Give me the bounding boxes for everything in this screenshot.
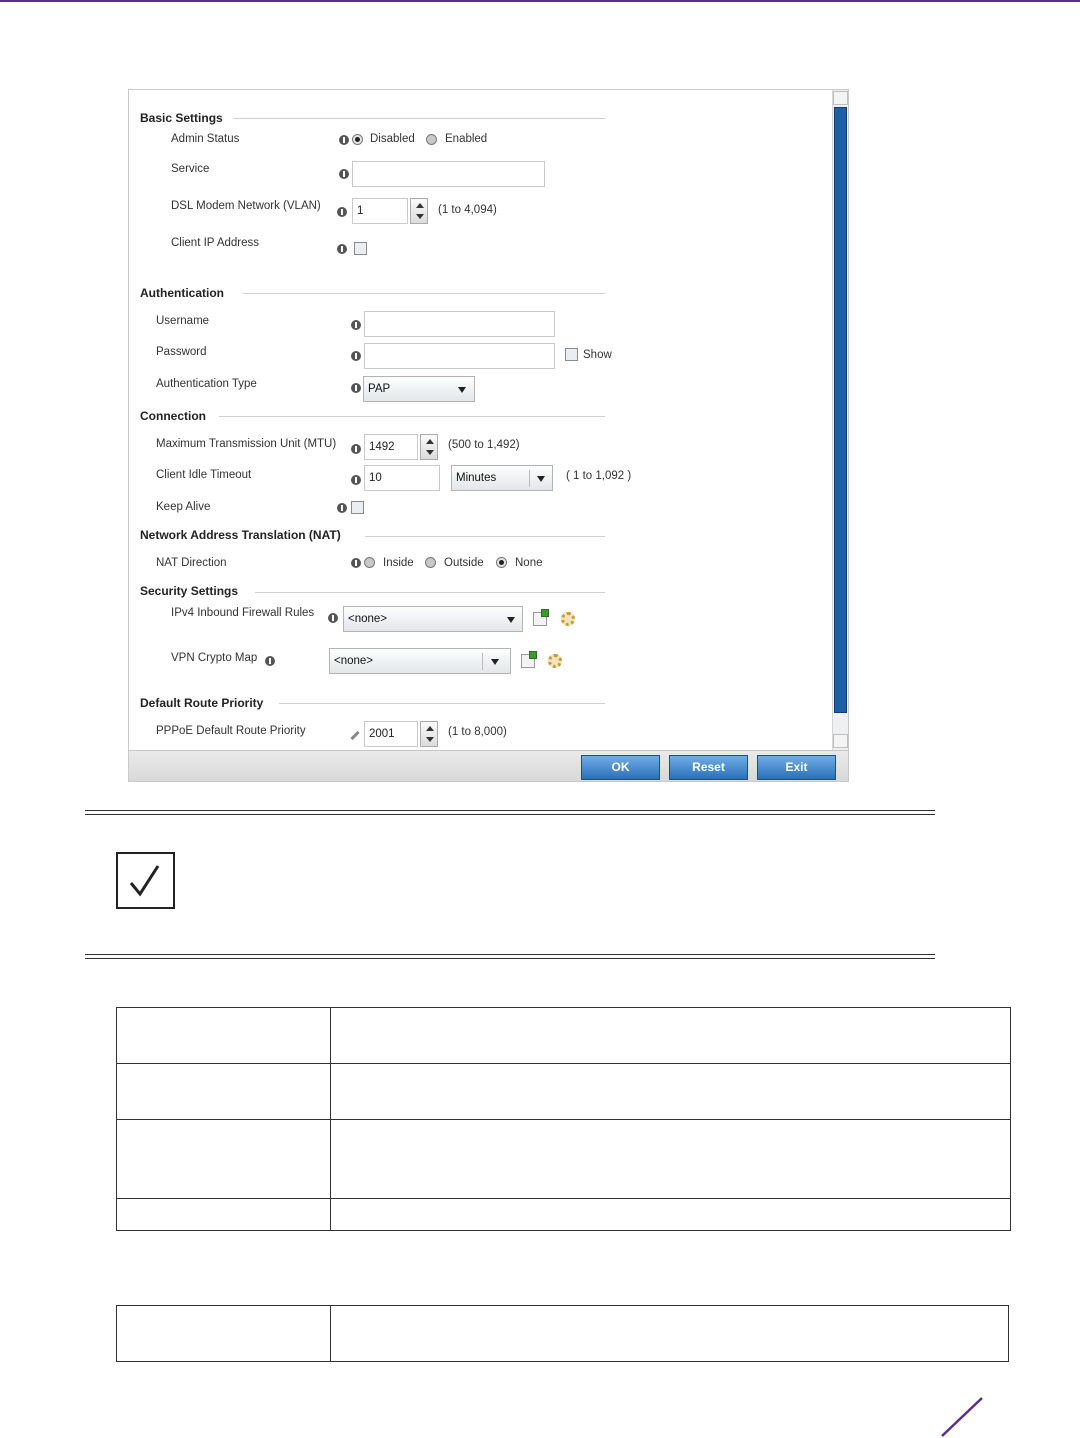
info-icon[interactable] <box>351 351 361 361</box>
table-row <box>117 1064 1011 1120</box>
password-input[interactable] <box>364 343 555 369</box>
parameter-table <box>116 1007 1011 1231</box>
dialog-footer <box>129 750 848 782</box>
admin-status-disabled-radio[interactable] <box>352 134 363 145</box>
create-new-icon[interactable] <box>533 612 547 626</box>
mtu-spinner[interactable] <box>420 434 438 460</box>
chevron-down-icon <box>507 617 515 623</box>
section-divider <box>255 592 605 593</box>
admin-status-disabled-label: Disabled <box>370 133 415 145</box>
table-cell <box>331 1008 1011 1064</box>
note-bottom-rule <box>85 954 935 955</box>
show-password-label: Show <box>583 349 612 361</box>
ok-button[interactable]: OK <box>581 755 660 780</box>
username-label: Username <box>156 315 210 327</box>
note-top-rule <box>85 810 935 811</box>
create-new-icon[interactable] <box>521 654 535 668</box>
info-icon[interactable] <box>351 383 361 393</box>
nat-outside-radio[interactable] <box>425 557 436 568</box>
nat-inside-label: Inside <box>383 557 414 569</box>
info-icon[interactable] <box>337 207 347 217</box>
mtu-input[interactable]: 1492 <box>364 434 418 460</box>
ipv4-rules-select[interactable] <box>343 606 523 632</box>
service-label: Service <box>171 163 210 175</box>
section-authentication: Authentication <box>140 286 224 300</box>
nat-outside-label: Outside <box>444 557 484 569</box>
service-input[interactable] <box>352 161 545 187</box>
brand-slash-logo <box>940 1396 985 1438</box>
auth-type-value: PAP <box>368 383 391 395</box>
section-connection: Connection <box>140 409 206 423</box>
info-icon[interactable] <box>351 444 361 454</box>
keep-alive-checkbox[interactable] <box>351 501 364 514</box>
info-icon[interactable] <box>351 475 361 485</box>
table-cell <box>331 1120 1011 1199</box>
nat-direction-label: NAT Direction <box>156 557 227 569</box>
mtu-range: (500 to 1,492) <box>448 439 520 451</box>
username-input[interactable] <box>364 311 555 337</box>
parameter-table <box>116 1305 1009 1362</box>
idle-timeout-label: Client Idle Timeout <box>156 469 252 481</box>
vpn-map-value: <none> <box>334 655 374 667</box>
auth-type-label: Authentication Type <box>156 378 257 390</box>
table-cell <box>117 1306 331 1362</box>
keep-alive-label: Keep Alive <box>156 501 211 513</box>
table-row <box>117 1199 1011 1231</box>
section-divider <box>365 536 605 537</box>
dsl-vlan-range: (1 to 4,094) <box>438 204 497 216</box>
info-icon[interactable] <box>265 656 275 666</box>
password-label: Password <box>156 346 207 358</box>
vpn-map-label: VPN Crypto Map <box>171 652 258 664</box>
table-cell <box>117 1008 331 1064</box>
section-divider <box>243 293 605 294</box>
section-divider <box>219 416 605 417</box>
auth-type-select[interactable] <box>363 376 475 402</box>
pppoe-priority-input[interactable]: 2001 <box>364 721 418 747</box>
client-ip-label: Client IP Address <box>171 237 260 249</box>
info-icon[interactable] <box>339 169 349 179</box>
dialog-content <box>129 90 831 750</box>
gear-icon[interactable] <box>548 654 562 668</box>
exit-button[interactable]: Exit <box>757 755 836 780</box>
note-bottom-rule <box>85 958 935 959</box>
idle-timeout-unit-value: Minutes <box>456 472 497 484</box>
pppoe-priority-range: (1 to 8,000) <box>448 726 507 738</box>
table-cell <box>331 1306 1009 1362</box>
chevron-down-icon <box>537 476 545 482</box>
dsl-vlan-spinner[interactable] <box>410 198 428 224</box>
admin-status-label: Admin Status <box>171 133 240 145</box>
pppoe-priority-label: PPPoE Default Route Priority <box>156 725 306 737</box>
vpn-map-select[interactable] <box>329 648 511 674</box>
ipv4-rules-value: <none> <box>348 613 388 625</box>
gear-icon[interactable] <box>561 612 575 626</box>
note-check-icon <box>116 852 175 909</box>
table-row <box>117 1120 1011 1199</box>
section-divider <box>233 118 605 119</box>
top-brand-line <box>0 0 1080 2</box>
dsl-vlan-input[interactable]: 1 <box>352 198 408 224</box>
section-route-priority: Default Route Priority <box>140 696 264 710</box>
idle-timeout-input[interactable]: 10 <box>364 465 440 491</box>
scrollbar-thumb[interactable] <box>834 107 847 713</box>
pppoe-priority-spinner[interactable] <box>420 721 438 747</box>
section-basic-settings: Basic Settings <box>140 111 223 125</box>
section-divider <box>279 703 605 704</box>
show-password-checkbox[interactable] <box>565 348 578 361</box>
ipv4-rules-label: IPv4 Inbound Firewall Rules <box>171 607 315 619</box>
client-ip-checkbox[interactable] <box>354 242 367 255</box>
chevron-down-icon <box>458 387 466 393</box>
note-top-rule <box>85 814 935 815</box>
table-cell <box>331 1199 1011 1231</box>
nat-none-label: None <box>515 557 543 569</box>
nat-none-radio[interactable] <box>496 557 507 568</box>
reset-button[interactable]: Reset <box>669 755 748 780</box>
scroll-up-button[interactable] <box>833 91 848 105</box>
mtu-label: Maximum Transmission Unit (MTU) <box>156 438 337 450</box>
select-separator <box>529 470 530 487</box>
table-cell <box>117 1199 331 1231</box>
table-cell <box>331 1064 1011 1120</box>
pencil-icon[interactable] <box>350 731 359 740</box>
table-row <box>117 1306 1009 1362</box>
info-icon[interactable] <box>351 558 361 568</box>
info-icon[interactable] <box>337 244 347 254</box>
info-icon[interactable] <box>351 320 361 330</box>
section-security: Security Settings <box>140 584 239 598</box>
admin-status-enabled-label: Enabled <box>445 133 488 145</box>
dsl-vlan-label: DSL Modem Network (VLAN) <box>171 200 321 212</box>
select-separator <box>482 653 483 670</box>
info-icon[interactable] <box>337 503 347 513</box>
scroll-down-button[interactable] <box>833 734 848 748</box>
info-icon[interactable] <box>339 135 349 145</box>
vertical-scrollbar[interactable] <box>832 90 848 750</box>
idle-timeout-unit-select[interactable] <box>451 465 553 491</box>
admin-status-enabled-radio[interactable] <box>426 134 437 145</box>
table-cell <box>117 1120 331 1199</box>
table-cell <box>117 1064 331 1120</box>
chevron-down-icon <box>491 659 499 665</box>
idle-timeout-range: ( 1 to 1,092 ) <box>566 470 632 482</box>
section-nat: Network Address Translation (NAT) <box>140 528 341 542</box>
nat-inside-radio[interactable] <box>364 557 375 568</box>
table-row <box>117 1008 1011 1064</box>
pppoe-dialog <box>128 89 849 782</box>
info-icon[interactable] <box>328 613 338 623</box>
